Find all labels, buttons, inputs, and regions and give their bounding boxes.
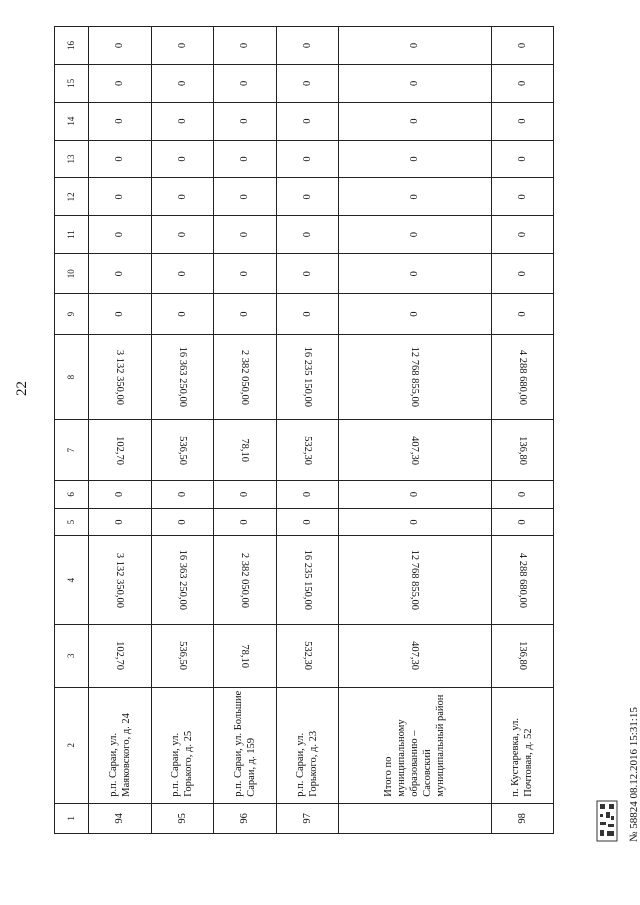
value-cell	[214, 64, 276, 102]
value-cell	[214, 480, 276, 508]
value-cell	[338, 294, 491, 334]
cell-text: 0	[516, 194, 528, 200]
value-cell	[338, 64, 491, 102]
cell-text: 0	[114, 491, 126, 497]
value-cell	[338, 102, 491, 140]
cell-text: 0	[176, 80, 188, 86]
qr-stamp-icon	[596, 800, 618, 842]
cell-text: 532,30	[301, 435, 313, 465]
address-cell	[89, 687, 151, 803]
value-cell	[151, 536, 213, 624]
table-row	[491, 27, 553, 834]
value-cell	[276, 294, 338, 334]
row-number	[214, 803, 276, 833]
cell-text: 0	[239, 519, 251, 525]
cell-text: 0	[114, 194, 126, 200]
value-cell	[89, 508, 151, 536]
value-cell	[151, 140, 213, 178]
value-cell	[276, 254, 338, 294]
cell-text: 4 288 680,00	[516, 349, 528, 405]
value-cell	[89, 27, 151, 65]
col-header: 16	[55, 27, 89, 65]
cell-text: 0	[409, 232, 421, 238]
value-cell	[89, 102, 151, 140]
cell-text: 0	[301, 271, 313, 277]
cell-text: р.п. Сараи, ул. Маяковского, д. 24	[107, 713, 133, 797]
value-cell	[338, 254, 491, 294]
value-cell	[276, 334, 338, 420]
cell-text: 0	[301, 491, 313, 497]
col-header: 14	[55, 102, 89, 140]
value-cell	[276, 536, 338, 624]
value-cell	[89, 420, 151, 481]
cell-text: 102,70	[114, 641, 126, 671]
cell-text: 0	[239, 80, 251, 86]
data-table	[54, 26, 554, 834]
row-number	[276, 803, 338, 833]
row-number	[89, 803, 151, 833]
value-cell	[89, 334, 151, 420]
value-cell	[89, 178, 151, 216]
cell-text: 16 363 250,00	[177, 549, 189, 611]
cell-text: 0	[409, 311, 421, 317]
value-cell	[151, 27, 213, 65]
value-cell	[276, 508, 338, 536]
value-cell	[214, 624, 276, 687]
col-header: 7	[55, 420, 89, 481]
cell-text: 0	[176, 519, 188, 525]
value-cell	[338, 140, 491, 178]
value-cell	[151, 294, 213, 334]
col-header: 1	[55, 803, 89, 833]
cell-text: 3 132 350,00	[114, 552, 126, 608]
col-header: 15	[55, 64, 89, 102]
cell-text: 0	[301, 42, 313, 49]
cell-text: 536,50	[177, 435, 189, 465]
cell-text: п. Кустаревка, ул. Почтовая, д. 52	[510, 718, 535, 797]
cell-text: 0	[239, 194, 251, 200]
cell-text: 532,30	[301, 641, 313, 671]
value-cell	[151, 624, 213, 687]
cell-text: р.п. Сараи, ул. Горького, д. 25	[170, 730, 195, 797]
cell-text: 0	[114, 156, 126, 162]
value-cell	[276, 216, 338, 254]
cell-text: 136,80	[516, 641, 528, 671]
value-cell	[151, 64, 213, 102]
col-header: 6	[55, 480, 89, 508]
cell-text: 16 235 150,00	[301, 346, 313, 408]
value-cell	[151, 102, 213, 140]
value-cell	[491, 624, 553, 687]
value-cell	[276, 420, 338, 481]
table-row	[151, 27, 213, 834]
value-cell	[214, 536, 276, 624]
address-cell	[276, 687, 338, 803]
cell-text: 0	[114, 118, 126, 124]
cell-text: 0	[114, 42, 126, 49]
value-cell	[214, 420, 276, 481]
value-cell	[338, 216, 491, 254]
cell-text: 3 132 350,00	[114, 349, 126, 405]
value-cell	[491, 294, 553, 334]
cell-text: 0	[114, 271, 126, 277]
address-cell	[491, 687, 553, 803]
registration-stamp: № 58824 08.12.2016 15:31:15	[628, 707, 640, 842]
cell-text: 0	[239, 42, 251, 49]
value-cell	[214, 334, 276, 420]
cell-text: 0	[239, 232, 251, 238]
value-cell	[276, 624, 338, 687]
value-cell	[214, 140, 276, 178]
value-cell	[151, 480, 213, 508]
cell-text: 0	[409, 80, 421, 86]
cell-text: р.п. Сараи, ул. Горького, д. 23	[295, 730, 320, 797]
cell-text: 16 235 150,00	[301, 549, 313, 611]
cell-text: 0	[301, 194, 313, 200]
cell-text: 0	[176, 232, 188, 238]
col-header: 5	[55, 508, 89, 536]
value-cell	[491, 480, 553, 508]
value-cell	[338, 536, 491, 624]
address-cell	[214, 687, 276, 803]
row-number	[151, 803, 213, 833]
cell-text: 0	[239, 271, 251, 277]
cell-text: 94	[114, 813, 126, 824]
col-header: 12	[55, 178, 89, 216]
cell-text: 0	[114, 311, 126, 317]
cell-text: 0	[409, 194, 421, 200]
col-header: 8	[55, 334, 89, 420]
value-cell	[89, 294, 151, 334]
value-cell	[491, 178, 553, 216]
value-cell	[151, 508, 213, 536]
cell-text: 0	[301, 311, 313, 317]
value-cell	[214, 216, 276, 254]
cell-text: 95	[176, 813, 188, 824]
value-cell	[89, 480, 151, 508]
value-cell	[214, 294, 276, 334]
cell-text: 0	[239, 118, 251, 124]
value-cell	[151, 334, 213, 420]
value-cell	[491, 420, 553, 481]
value-cell	[491, 102, 553, 140]
cell-text: 0	[516, 42, 528, 49]
cell-text: 0	[409, 491, 421, 497]
cell-text: 407,30	[409, 435, 421, 465]
cell-text: 0	[239, 311, 251, 317]
cell-text: 0	[516, 156, 528, 162]
cell-text: 0	[516, 118, 528, 124]
address-cell	[338, 687, 491, 803]
value-cell	[276, 178, 338, 216]
value-cell	[491, 536, 553, 624]
col-header: 4	[55, 536, 89, 624]
cell-text: 0	[176, 194, 188, 200]
value-cell	[276, 64, 338, 102]
cell-text: 12 768 855,00	[409, 549, 421, 611]
cell-text: 0	[516, 232, 528, 238]
value-cell	[338, 624, 491, 687]
cell-text: 4 288 680,00	[516, 552, 528, 608]
address-cell	[151, 687, 213, 803]
cell-text: 0	[176, 491, 188, 497]
value-cell	[338, 480, 491, 508]
col-header: 9	[55, 294, 89, 334]
value-cell	[214, 178, 276, 216]
cell-text: 0	[239, 156, 251, 162]
cell-text: 97	[301, 813, 313, 824]
value-cell	[151, 178, 213, 216]
value-cell	[89, 254, 151, 294]
cell-text: 0	[301, 519, 313, 525]
cell-text: 0	[301, 80, 313, 86]
col-header: 3	[55, 624, 89, 687]
value-cell	[491, 140, 553, 178]
cell-text: 0	[516, 491, 528, 497]
value-cell	[491, 508, 553, 536]
value-cell	[338, 420, 491, 481]
cell-text: 0	[176, 311, 188, 317]
value-cell	[214, 102, 276, 140]
value-cell	[214, 27, 276, 65]
cell-text: 0	[301, 232, 313, 238]
value-cell	[151, 254, 213, 294]
value-cell	[151, 420, 213, 481]
cell-text: 0	[176, 118, 188, 124]
cell-text: 136,80	[516, 435, 528, 465]
cell-text: 12 768 855,00	[409, 346, 421, 408]
cell-text: 0	[301, 118, 313, 124]
value-cell	[338, 27, 491, 65]
value-cell	[89, 216, 151, 254]
value-cell	[338, 334, 491, 420]
cell-text: 0	[409, 118, 421, 124]
cell-text: Итого по муниципальному образованию – Сасовский муниципальный район	[382, 694, 447, 797]
value-cell	[491, 64, 553, 102]
col-header: 13	[55, 140, 89, 178]
cell-text: 0	[176, 271, 188, 277]
value-cell	[338, 178, 491, 216]
cell-text: 0	[409, 156, 421, 162]
value-cell	[491, 254, 553, 294]
value-cell	[276, 480, 338, 508]
cell-text: 2 382 050,00	[239, 552, 251, 608]
col-header: 11	[55, 216, 89, 254]
cell-text: 0	[516, 519, 528, 525]
cell-text: 96	[239, 813, 251, 824]
value-cell	[276, 140, 338, 178]
rotated-table-wrapper	[54, 26, 554, 834]
value-cell	[89, 140, 151, 178]
value-cell	[491, 334, 553, 420]
value-cell	[276, 27, 338, 65]
cell-text: 536,50	[177, 641, 189, 671]
table-row	[89, 27, 151, 834]
cell-text: 0	[176, 156, 188, 162]
cell-text: 0	[516, 271, 528, 277]
value-cell	[151, 216, 213, 254]
table-row	[276, 27, 338, 834]
cell-text: 16 363 250,00	[177, 346, 189, 408]
cell-text: 0	[516, 80, 528, 86]
cell-text: 98	[516, 813, 528, 824]
cell-text: 102,70	[114, 435, 126, 465]
cell-text: 0	[301, 156, 313, 162]
value-cell	[89, 64, 151, 102]
table-row	[214, 27, 276, 834]
value-cell	[89, 624, 151, 687]
value-cell	[491, 27, 553, 65]
cell-text: 0	[114, 519, 126, 525]
value-cell	[276, 102, 338, 140]
row-number	[338, 803, 491, 833]
row-number	[491, 803, 553, 833]
cell-text: 0	[114, 232, 126, 238]
cell-text: 0	[409, 271, 421, 277]
value-cell	[214, 254, 276, 294]
cell-text: 0	[409, 519, 421, 525]
header-row	[55, 27, 89, 834]
value-cell	[338, 508, 491, 536]
value-cell	[89, 536, 151, 624]
cell-text: 2 382 050,00	[239, 349, 251, 405]
value-cell	[491, 216, 553, 254]
value-cell	[214, 508, 276, 536]
cell-text: 0	[114, 80, 126, 86]
col-header: 2	[55, 687, 89, 803]
cell-text: 78,10	[239, 643, 251, 668]
cell-text: 407,30	[409, 641, 421, 671]
page-number: 22	[14, 381, 30, 396]
cell-text: 0	[239, 491, 251, 497]
cell-text: 0	[409, 42, 421, 49]
col-header: 10	[55, 254, 89, 294]
cell-text: 78,10	[239, 438, 251, 463]
cell-text: 0	[176, 42, 188, 49]
cell-text: р.п. Сараи, ул. Большие Сараи, д. 159	[232, 690, 257, 797]
cell-text: 0	[516, 311, 528, 317]
table-row	[338, 27, 491, 834]
